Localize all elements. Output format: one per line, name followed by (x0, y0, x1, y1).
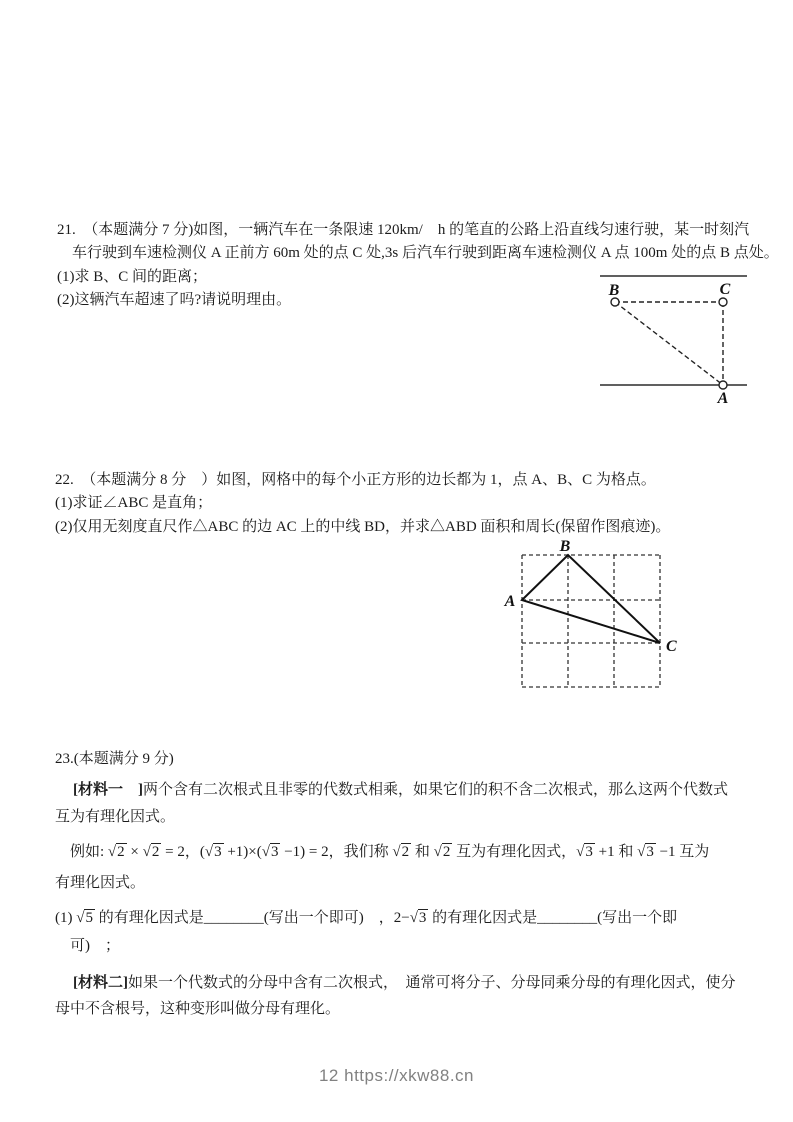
point-A-marker (719, 381, 727, 389)
label-C: C (719, 281, 731, 298)
q21-line-1: 21. （本题满分 7 分)如图，一辆汽车在一条限速 120km/ h 的笔直的公路上沿直线匀速行驶，某一时刻汽 (57, 222, 750, 238)
label-A: A (717, 390, 729, 406)
q23-material-2-tail: 母中不含根号，这种变形叫做分母有理化。 (55, 1001, 341, 1018)
triangle-ABC (522, 555, 660, 643)
q21-part-1: (1)求 B、C 间的距离； (57, 268, 208, 285)
q22-part-1: (1)求证∠ABC 是直角； (55, 495, 213, 512)
q23-line-1: 23.(本题满分 9 分) (55, 751, 174, 767)
q21-line-2: 车行驶到车速检测仪 A 正前方 60m 处的点 C 处,3s 后汽车行驶到距离车速检测仪 A 点 100m 处的点 B 点处。 (72, 245, 779, 262)
point-B-marker (611, 298, 619, 306)
segment-BA-dashed (615, 302, 723, 385)
q22-line-1: 22. （本题满分 8 分 ）如图，网格中的每个小正方形的边长都为 1，点 A、B、C 为格点。 (55, 472, 656, 488)
page-footer (0, 1066, 793, 1086)
q22-grid-diagram-svg (497, 538, 679, 700)
label-B: B (608, 282, 620, 299)
q22-part-2: (2)仅用无刻度直尺作△ABC 的边 AC 上的中线 BD，并求△ABD 面积和周长(保留作图痕迹)。 (55, 518, 671, 535)
q23-part-1: (1) √5 的有理化因式是________(写出一个即可) ，2−√3 的有理化因式是________(写出一个即 (55, 909, 678, 926)
q21-road-diagram-svg (598, 272, 750, 406)
q23-material-2: [材料二]如果一个代数式的分母中含有二次根式， 通常可将分子、分母同乘分母的有理化因式，使分 (73, 975, 736, 992)
label-A: A (504, 593, 516, 610)
q23-example-tail: 有理化因式。 (55, 875, 146, 892)
q23-part-1-tail: 可) ； (70, 937, 120, 954)
q23-material-1: [材料一 ]两个含有二次根式且非零的代数式相乘，如果它们的积不含二次根式，那么这两个代数式 (73, 782, 729, 799)
label-B: B (559, 538, 571, 555)
q21-part-2: (2)这辆汽车超速了吗?请说明理由。 (57, 292, 292, 309)
question-22 (55, 469, 670, 539)
q23-material-1-tail: 互为有理化因式。 (55, 808, 176, 825)
question-23 (55, 748, 755, 1022)
page-number: 12 (318, 1066, 339, 1085)
site-url: https://xkw88.cn (344, 1066, 475, 1085)
label-C: C (666, 638, 677, 655)
point-C-marker (719, 298, 727, 306)
q23-example-line: 例如: √2 × √2 = 2，(√3 +1)×(√3 −1) = 2，我们称 √2 和 √2 互为有理化因式，√3 +1 和 √3 −1 互为 (70, 844, 710, 861)
q21-road-diagram (598, 272, 750, 406)
q22-grid-diagram (497, 538, 679, 700)
